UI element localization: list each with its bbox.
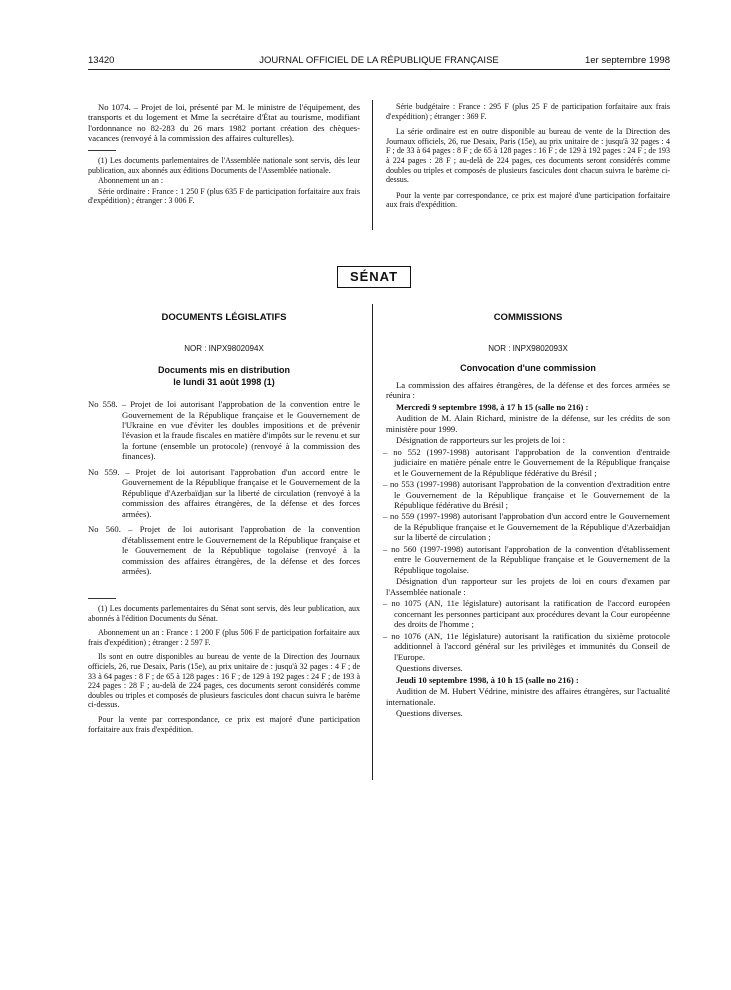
project-item: – no 552 (1997-1998) autorisant l'approbation de la convention d'entraide judiciaire en matière pénale entre le Gouvernement de la République française et le Gouvernement de la République fédérative du Brésil ; (383, 446, 670, 478)
bill-item (88, 524, 360, 576)
an-footnote: (1) Les documents parlementaires de l'Assemblée nationale sont servis, dès leur publication, aux abonnés aux éditions Documents de l'Assemblée nationale. (88, 155, 360, 175)
bill-text: – Projet de loi autorisant l'approbation de la convention d'établissement entre le Gouvernement de la République française et le Gouvernement de la République togolaise (renvoyé à la commission des affaires étrangères, de la défense et des forces armées). (122, 524, 360, 577)
top-left-column (88, 102, 360, 207)
senat-footnote: (1) Les documents parlementaires du Sénat sont servis, dès leur publication, aux abonnés à l'édition Documents du Sénat. (88, 604, 360, 623)
bill-item (88, 399, 360, 462)
audition-1: Audition de M. Alain Richard, ministre de la défense, sur les crédits de son ministère pour 1999. (386, 413, 670, 434)
heading-line-2: le lundi 31 août 1998 (1) (173, 376, 275, 387)
bill-text: – Projet de loi autorisant l'approbation de la convention entre le Gouvernement de la République française et le Gouvernement de l'Ukraine en vue d'éviter les doubles impositions et de prévenir l'évasion et la fraude fiscales en matière d'impôts sur le revenu et sur la fortune (ensemble un protocole) (renvoyé à la commission des finances). (121, 399, 360, 462)
questions-diverses-1: Questions diverses. (396, 663, 463, 674)
nor-left: NOR : INPX9802094X (184, 343, 264, 353)
senat-vente-info: Ils sont en outre disponibles au bureau de vente de la Direction des Journaux officiels, 26, rue Desaix, Paris (15e), au prix unitaire de : jusqu'à 32 pages : 4 F ; de 33 à 64 pages : 8 F ; de 65 à 128 pages : 16 F ; de 129 à 192 pages : 24 F ; de 193 à 224 pages : 28 F ; au-delà de 224 pages, ces documents seront considérés comme doubles ou triples et composés de plusieurs fascicules dont chacun suivra le barème ci-dessus. (88, 652, 360, 710)
page-header (88, 55, 670, 67)
project-item: – no 553 (1997-1998) autorisant l'approbation de la convention d'extradition entre le Gouvernement de la République française et le Gouvernement de la République fédérative du Brésil ; (383, 479, 670, 510)
designation-label: Désignation de rapporteurs sur les projets de loi : (396, 435, 565, 446)
issue-date: 1er septembre 1998 (584, 55, 670, 66)
bill-number: No 559. (88, 466, 120, 477)
bill-text: – Projet de loi autorisant l'approbation d'un accord entre le Gouvernement de la République française et le Gouvernement de la République d'Azerbaïdjan sur la liberté de circulation (renvoyé à la commission des affaires étrangères, de la défense et des forces armées). (122, 466, 360, 519)
section-title-commissions: COMMISSIONS (493, 312, 563, 323)
heading-line-1: Documents mis en distribution (157, 365, 290, 376)
journal-title: JOURNAL OFFICIEL DE LA RÉPUBLIQUE FRANÇAISE (259, 55, 499, 66)
bill-number: No 560. (88, 524, 121, 535)
bill-number: No 558. (88, 399, 118, 410)
an-correspondance: Pour la vente par correspondance, ce prix est majoré d'une participation forfaitaire aux frais d'expédition. (386, 190, 670, 210)
meeting-date-1: Mercredi 9 septembre 1998, à 17 h 15 (salle no 216) : (396, 401, 589, 412)
footnote-separator (88, 150, 116, 151)
left-footnotes (88, 598, 360, 735)
audition-2: Audition de M. Hubert Védrine, ministre des affaires étrangères, sur l'actualité internationale. (386, 686, 670, 707)
bill-item (88, 467, 360, 519)
section-title-documents: DOCUMENTS LÉGISLATIFS (161, 312, 287, 323)
project-item: – no 559 (1997-1998) autorisant l'approbation d'un accord entre le Gouvernement de la République française et le Gouvernement de la République d'Azerbaïdjan sur la liberté de circulation ; (383, 511, 670, 543)
left-column (88, 312, 360, 582)
header-rule (88, 69, 670, 70)
senat-correspondance: Pour la vente par correspondance, ce prix est majoré d'une participation forfaitaire aux frais d'expédition. (88, 714, 360, 734)
senat-abonnement: Abonnement un an : France : 1 200 F (plus 506 F de participation forfaitaire aux frais d'expédition) ; étranger : 2 597 F. (88, 628, 360, 647)
top-column-divider (372, 100, 373, 230)
questions-diverses-2: Questions diverses. (396, 708, 463, 719)
main-column-divider (372, 304, 373, 780)
bills-list (88, 399, 360, 577)
nor-right: NOR : INPX9802093X (488, 343, 568, 353)
convocation-heading: Convocation d'une commission (460, 363, 596, 374)
convocation-intro: La commission des affaires étrangères, de la défense et des forces armées se réunira : (386, 379, 670, 401)
meeting-date-2: Jeudi 10 septembre 1998, à 10 h 15 (salle no 216) : (396, 674, 579, 685)
serie-budgetaire: Série budgétaire : France : 295 F (plus 25 F de participation forfaitaire aux frais d'expédition) ; étranger : 369 F. (386, 102, 670, 121)
top-right-column (386, 102, 670, 211)
project-item-an: – no 1076 (AN, 11e législature) autorisant la ratification du sixième protocole additionnel à l'accord général sur les privilèges et immunités du Conseil de l'Europe. (383, 630, 670, 662)
an-abonnement-label: Abonnement un an : (98, 176, 164, 186)
an-serie-ordinaire: Série ordinaire : France : 1 250 F (plus 635 F de participation forfaitaire aux frais d'expédition) ; étranger : 3 006 F. (88, 186, 360, 206)
right-column (383, 312, 670, 720)
an-vente-info: La série ordinaire est en outre disponible au bureau de vente de la Direction des Journaux officiels, 26, rue Desaix, Paris (15e), au prix unitaire de : jusqu'à 32 pages : 4 F ; de 33 à 64 pages : 8 F ; de 65 à 128 pages : 16 F ; de 129 à 192 pages : 24 F ; de 193 à 224 pages : 28 F ; au-delà de 224 pages, ces documents seront considérés comme doubles ou triples et composés de plusieurs fascicules dont chacun suivra le barème ci-dessus. (386, 127, 670, 185)
project-item: – no 560 (1997-1998) autorisant l'approbation de la convention d'établissement entre le Gouvernement de la République française et le Gouvernement de la République togolaise. (383, 543, 670, 575)
designation-2-label: Désignation d'un rapporteur sur les projets de loi en cours d'examen par l'Assemblée nationale : (386, 576, 670, 597)
project-item-an: – no 1075 (AN, 11e législature) autorisant la ratification de l'accord européen concernant les personnes participant aux procédures devant la Cour européenne des droits de l'homme ; (383, 598, 670, 630)
bill-1074: No 1074. – Projet de loi, présenté par M. le ministre de l'équipement, des transports et du logement et Mme la secrétaire d'État au tourisme, modifiant l'ordonnance no 82-283 du 26 mars 1982 portant création des chèques-vacances (renvoyé à la commission des affaires culturelles). (88, 102, 360, 144)
senat-title: SÉNAT (337, 266, 411, 288)
page-number: 13420 (88, 55, 115, 66)
footnote-separator (88, 598, 116, 599)
